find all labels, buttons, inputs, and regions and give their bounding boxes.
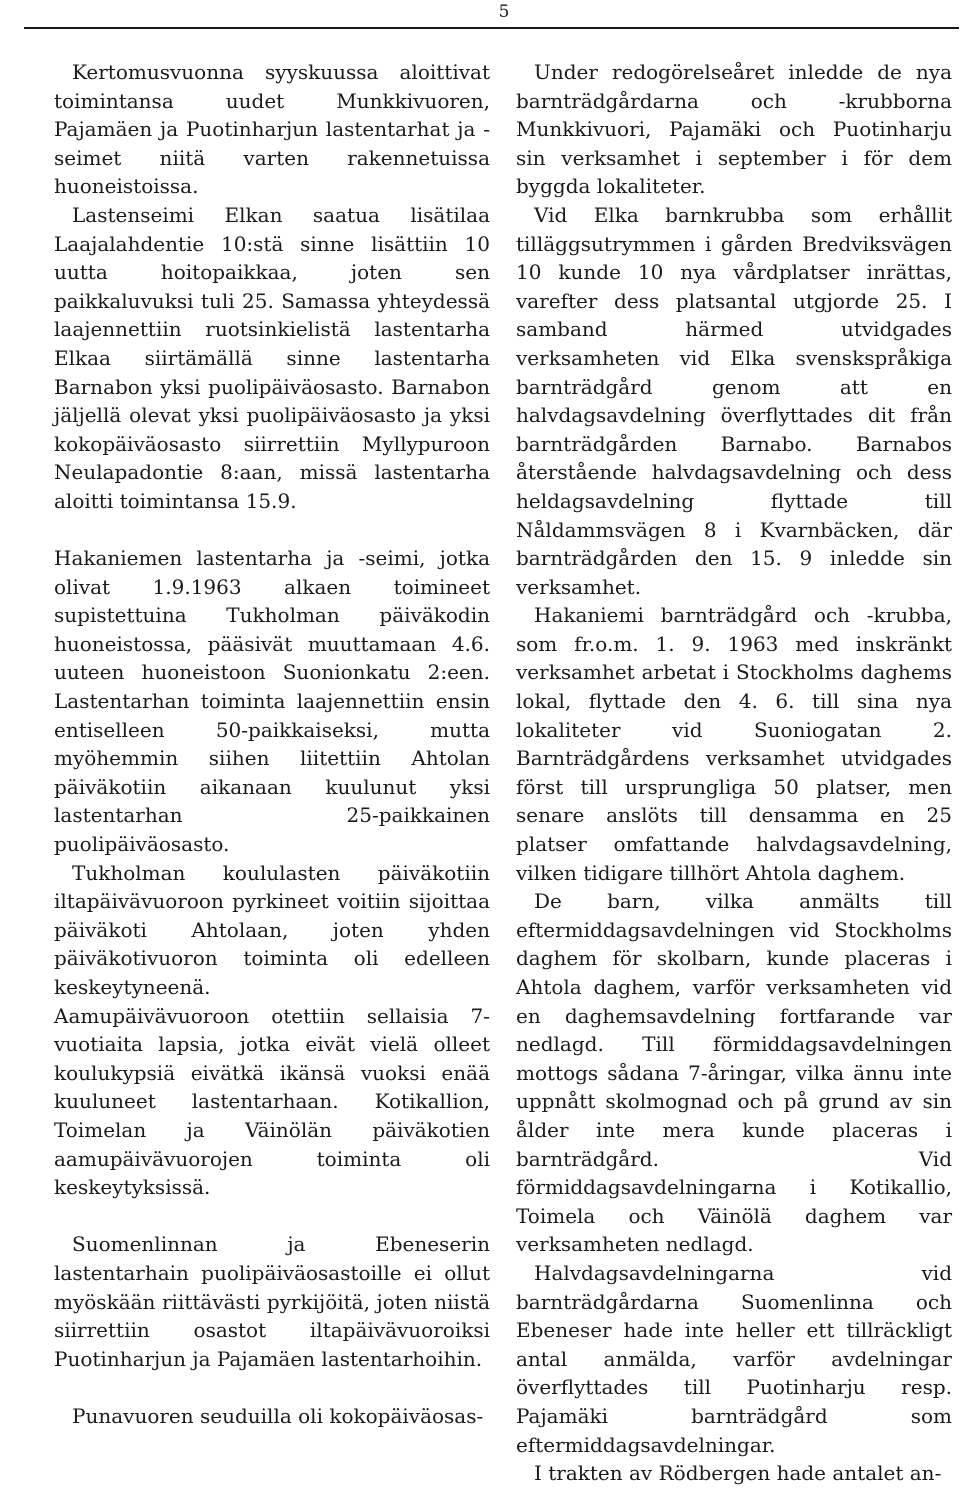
fi-paragraph-5: Aamupäivävuoroon otettiin sellaisia 7-vuotiaita lapsia, jotka eivät vielä olleet koulukypsiä eivätkä ikänsä vuoksi enää kuuluneet lastentarhaan. Kotikallion, Toimelan ja Väinölän päiväkotien aamupäivävuorojen toiminta oli keskeytyksissä. xyxy=(54,1003,490,1200)
fi-paragraph-3: Hakaniemen lastentarha ja -seimi, jotka olivat 1.9.1963 alkaen toimineet supistettuina Tukholman päiväkodin huoneistossa, pääsivät muuttamaan 4.6. uuteen huoneistoon Suonionkatu 2:een. Lastentarhan toiminta laajennettiin ensin entiselleen 50-paikkaiseksi, mutta myöhemmin siihen liitettiin Ahtolan päiväkotiin aikanaan kuulunut yksi lastentarhan 25-paikkainen puolipäiväosasto. xyxy=(54,546,490,857)
fi-paragraph-7: Punavuoren seuduilla oli kokopäiväosas- xyxy=(72,1403,484,1428)
fi-paragraph-6: Suomenlinnan ja Ebeneserin lastentarhain puolipäiväosastoille ei ollut myöskään riittävästi pyrkijöitä, joten niistä siirrettiin osastot iltapäivävuoroiksi Puotinharjun ja Pajamäen lastentarhoihin. xyxy=(54,1232,490,1371)
fi-paragraph-4: Tukholman koululasten päiväkotiin iltapäivävuoroon pyrkineet voitiin sijoittaa päiväkoti Ahtolaan, joten yhden päiväkotivuoron toiminta oli edelleen keskeytyneenä. xyxy=(54,860,490,999)
page-number: 5 xyxy=(498,2,510,22)
sv-paragraph-2: Vid Elka barnkrubba som erhållit tilläggsutrymmen i gården Bredviksvägen 10 kunde 10 nya vårdplatser inrättas, varefter dess platsantal utgjorde 25. I samband härmed utvidgades verksamheten vid Elka svenskspråkiga barnträdgård genom att en halvdagsavdelning överflyttades dit från barnträdgården Barnabo. Barnabos återstående halvdagsavdelning och dess heldagsavdelning flyttade till Nåldammsvägen 8 i Kvarnbäcken, där barnträdgården den 15. 9 inledde sin verksamhet. xyxy=(516,202,952,599)
finnish-column xyxy=(54,58,490,1431)
sv-paragraph-5: Halvdagsavdelningarna vid barnträdgårdarna Suomenlinna och Ebeneser hade inte heller ett tillräckligt antal anmälda, varför avdelningar överflyttades till Puotinharju resp. Pajamäki barnträdgård som eftermiddagsavdelningar. xyxy=(516,1260,952,1457)
fi-paragraph-1: Kertomusvuonna syyskuussa aloittivat toimintansa uudet Munkkivuoren, Pajamäen ja Puotinharjun lastentarhat ja -seimet niitä varten rakennetuissa huoneistoissa. xyxy=(54,60,490,199)
sv-paragraph-6: I trakten av Rödbergen hade antalet an- xyxy=(534,1461,942,1486)
fi-paragraph-2: Lastenseimi Elkan saatua lisätilaa Laajalahdentie 10:stä sinne lisättiin 10 uutta hoitopaikkaa, joten sen paikkaluvuksi tuli 25. Samassa yhteydessä laajennettiin ruotsinkielistä lastentarha Elkaa siirtämällä sinne lastentarha Barnabon yksi puolipäiväosasto. Barnabon jäljellä olevat yksi puolipäiväosasto ja yksi kokopäiväosasto siirrettiin Myllypuroon Neulapadontie 8:aan, missä lastentarha aloitti toimintansa 15.9. xyxy=(54,202,490,513)
sv-paragraph-4: De barn, vilka anmälts till eftermiddagsavdelningen vid Stockholms daghem för skolbarn, kunde placeras i Ahtola daghem, varför verksamheten vid en daghemsavdelning fortfarande var nedlagd. Till förmiddagsavdelningen mottogs sådana 7-åringar, vilka ännu inte uppnått skolmognad och på grund av sin ålder inte mera kunde placeras i barnträdgård. Vid förmiddagsavdelningarna i Kotikallio, Toimela och Väinölä daghem var verksamheten nedlagd. xyxy=(516,889,952,1257)
sv-paragraph-3: Hakaniemi barnträdgård och -krubba, som fr.o.m. 1. 9. 1963 med inskränkt verksamhet arbetat i Stockholms daghems lokal, flyttade den 4. 6. till sina nya lokaliteter vid Suoniogatan 2. Barnträdgårdens verksamhet utvidgades först till ursprungliga 50 platser, men senare anslöts till densamma en 25 platser omfattande halvdagsavdelning, vilken tidigare tillhört Ahtola daghem. xyxy=(516,603,952,885)
header-rule xyxy=(24,27,959,29)
swedish-column xyxy=(516,58,952,1488)
sv-paragraph-1: Under redogörelseåret inledde de nya barnträdgårdarna och -krubborna Munkkivuori, Pajamäki och Puotinharju sin verksamhet i september i för dem byggda lokaliteter. xyxy=(516,60,952,199)
